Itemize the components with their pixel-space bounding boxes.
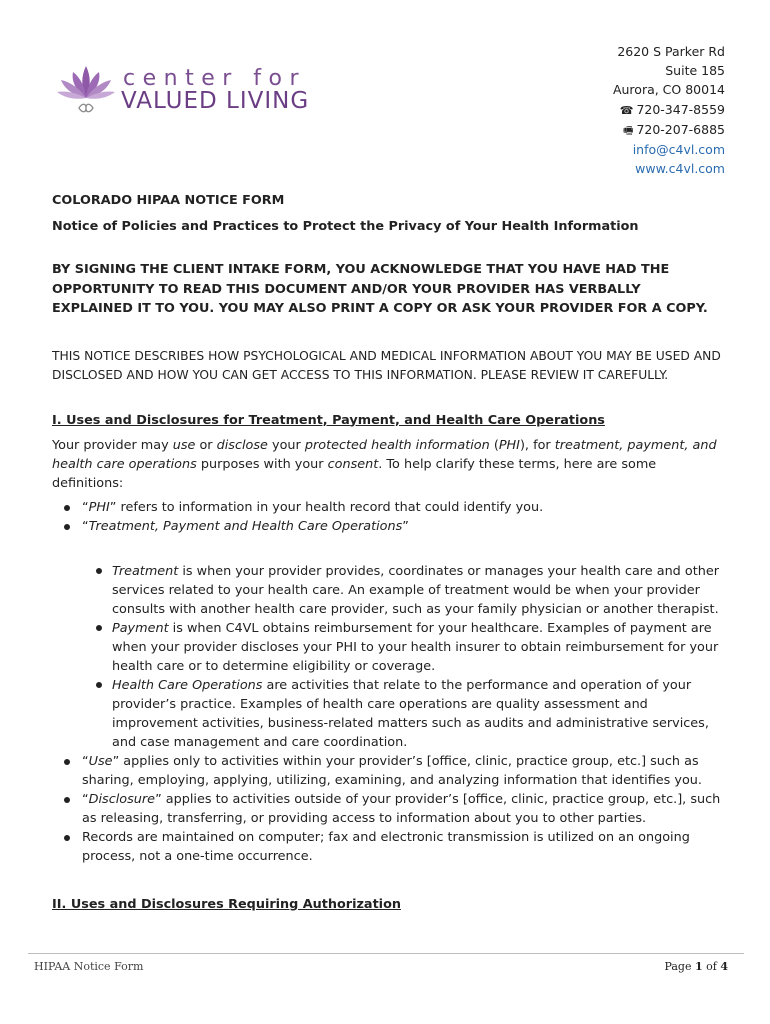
address-city: Aurora, CO 80014 [612,82,725,98]
intro-paragraph: Your provider may use or disclose your protected health information (PHI), for treatment, payment, and health care operations purposes with your consent. To help clarify these terms, here are some definitions: [52,437,717,491]
acknowledgement-paragraph: BY SIGNING THE CLIENT INTAKE FORM, YOU ACKNOWLEDGE THAT YOU HAVE HAD THE OPPORTUNITY TO READ THIS DOCUMENT AND/OR YOUR PROVIDER HAS VERBALLY EXPLAINED IT TO YOU. YOU MAY ALSO PRINT A COPY OR ASK YOUR PROVIDER FOR A COPY. [52,262,708,316]
logo-text-top: center for [123,66,307,91]
logo-text-bottom: VALUED LIVING [121,88,310,114]
phone-icon: ☎ [619,103,634,117]
page-number: Page 1 of 4 [664,960,728,973]
footer-form-name: HIPAA Notice Form [34,960,144,973]
address-suite: Suite 185 [665,63,725,79]
document-subtitle: Notice of Policies and Practices to Protect the Privacy of Your Health Information [52,219,639,234]
list-item: “Disclosure” applies to activities outside of your provider’s [office, clinic, practice group, etc.], such as releasing, transferring, or providing access to information about you to other parties. [52,790,722,828]
list-item: “PHI” refers to information in your health record that could identify you. [52,498,722,517]
list-item: “Treatment, Payment and Health Care Operations” Treatment is when your provider provides, coordinates or manages your health care and other services related to your health care. An example of treatment would be when your provider consults with another health care provider, such as your family physician or another therapist. Payment is when C4VL obtains reimbursement for your healthcare. Examples of payment are when your provider discloses your PHI to your health insurer to obtain reimbursement for your health care or to determine eligibility or coverage. Health Care Operations are activities that relate to the performance and operation of your provider’s practice. Examples of health care operations are quality assessment and improvement activities, business-related matters such as audits and administrative services, and case management and care coordination. [52,517,722,752]
definitions-list [52,498,722,866]
document-title: COLORADO HIPAA NOTICE FORM [52,193,285,208]
email-link[interactable]: info@c4vl.com [632,142,725,158]
list-item: “Use” applies only to activities within your provider’s [office, clinic, practice group, etc.] such as sharing, employing, applying, utilizing, examining, and analyzing information that identifies you. [52,752,722,790]
document-body [52,191,722,914]
phone-number: 720-347-8559 [636,101,725,117]
list-item: Health Care Operations are activities that relate to the performance and operation of your provider’s practice. Examples of health care operations are quality assessment and improvement activities, business-related matters such as audits and administrative services, and case management and care coordination. [52,676,722,752]
footer-divider [28,953,744,954]
list-item: Payment is when C4VL obtains reimbursement for your healthcare. Examples of payment are when your provider discloses your PHI to your health insurer to obtain reimbursement for your health care or to determine eligibility or coverage. [52,619,722,676]
tpo-sublist [52,562,722,752]
contact-block [613,42,725,178]
list-item: Records are maintained on computer; fax and electronic transmission is utilized on an ongoing process, not a one-time occurrence. [52,828,722,866]
section-1-heading: I. Uses and Disclosures for Treatment, Payment, and Health Care Operations [52,412,605,428]
phone-line [613,100,725,120]
address-street: 2620 S Parker Rd [617,44,725,59]
notice-paragraph: THIS NOTICE DESCRIBES HOW PSYCHOLOGICAL AND MEDICAL INFORMATION ABOUT YOU MAY BE USED AND DISCLOSED AND HOW YOU CAN GET ACCESS TO THIS INFORMATION. PLEASE REVIEW IT CAREFULLY. [52,348,721,382]
section-2-heading: II. Uses and Disclosures Requiring Authorization [52,896,401,912]
list-item: Treatment is when your provider provides, coordinates or manages your health care and other services related to your health care. An example of treatment would be when your provider consults with another health care provider, such as your family physician or another therapist. [52,562,722,619]
fax-number: 720-207-6885 [636,121,725,137]
website-link[interactable]: www.c4vl.com [635,161,725,177]
brand-logo [55,62,335,120]
fax-line [613,120,725,140]
fax-icon: 🖷 [623,123,634,137]
lotus-logo-icon [55,62,117,120]
